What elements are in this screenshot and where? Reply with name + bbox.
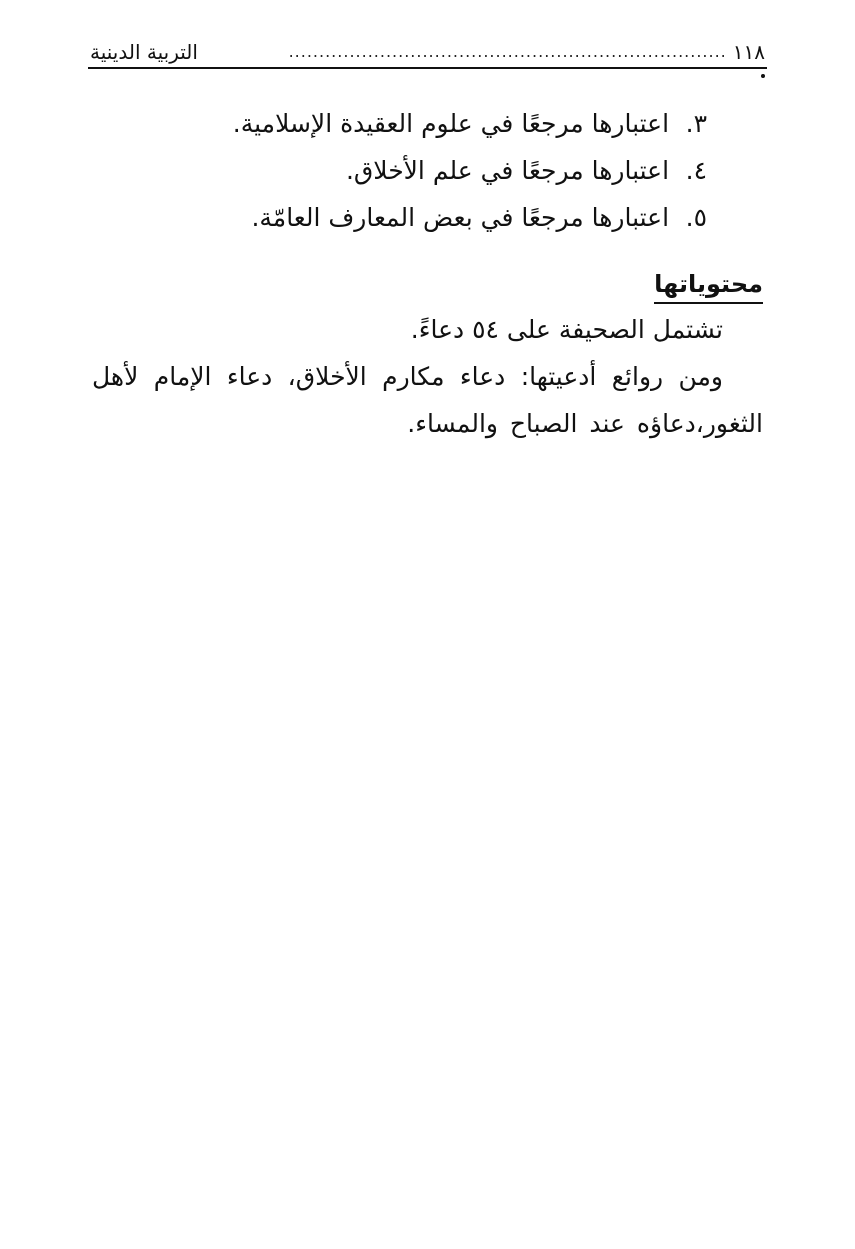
list-item-number: ٤. (685, 156, 707, 185)
list-item-number: ٥. (685, 203, 707, 232)
list-item-text: اعتبارها مرجعًا في علوم العقيدة الإسلامية. (232, 109, 670, 138)
running-title: التربية الدينية (90, 40, 198, 64)
list-item-text: اعتبارها مرجعًا في بعض المعارف العامّة. (251, 203, 670, 232)
list-item (90, 194, 707, 241)
list-item (90, 147, 707, 194)
body-paragraph: ومن روائع أدعيتها: دعاء مكارم الأخلاق، دعاء الإمام لأهل الثغور،دعاؤه عند الصباح والمساء. (92, 362, 763, 438)
list-item-text: اعتبارها مرجعًا في علم الأخلاق. (345, 156, 670, 185)
numbered-list (90, 100, 707, 241)
header-rule (88, 67, 767, 69)
section-heading: محتوياتها (654, 266, 763, 304)
header-leader-dots: ........................................................................ (288, 42, 727, 61)
header-dot (761, 74, 765, 78)
list-item-number: ٣. (685, 109, 707, 138)
page-number: ١١٨ (732, 40, 765, 64)
running-header (90, 34, 765, 66)
list-item (90, 100, 707, 147)
body-paragraph: تشتمل الصحيفة على ٥٤ دعاءً. (410, 315, 723, 344)
